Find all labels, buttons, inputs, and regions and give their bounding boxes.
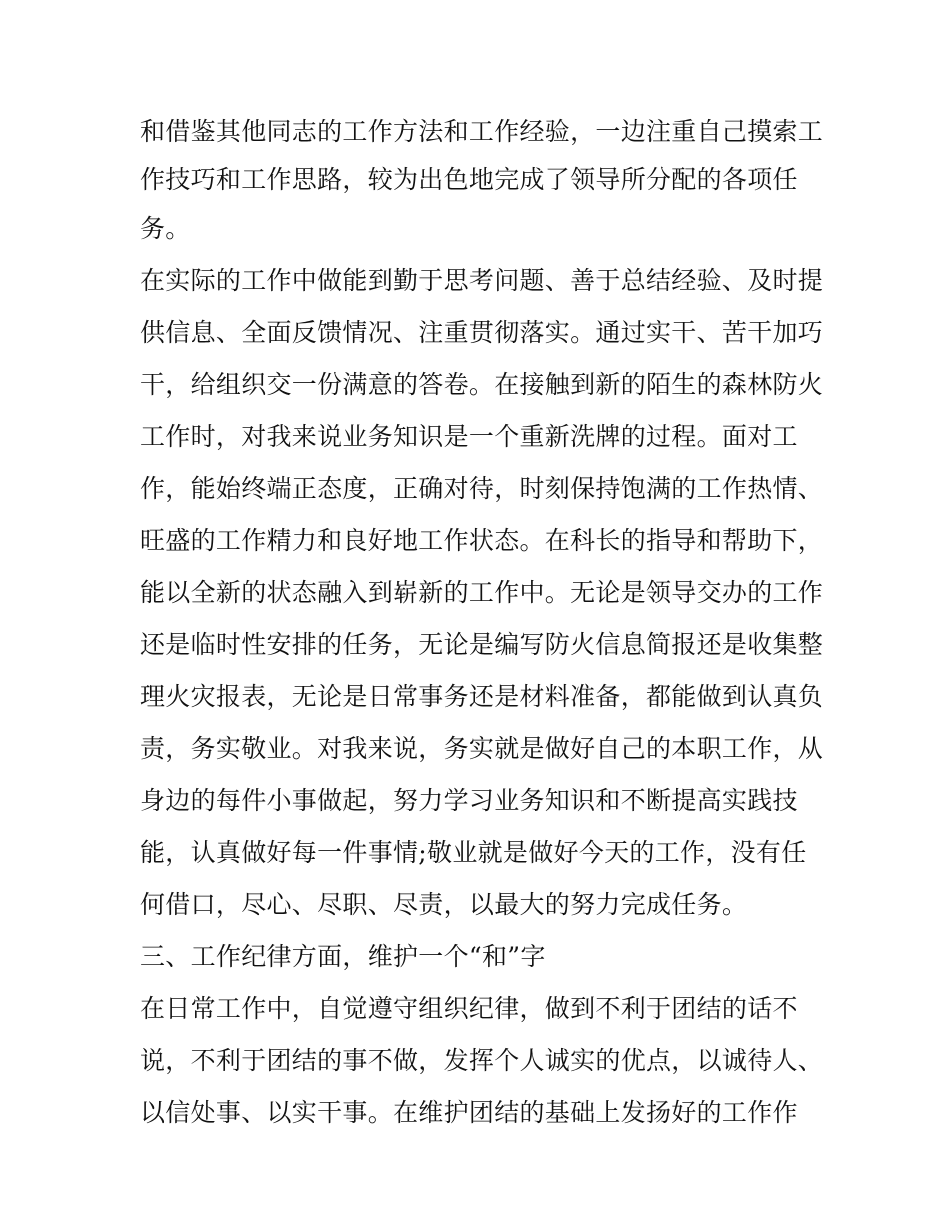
text-line: 责，务实敬业。对我来说，务实就是做好自己的本职工作，从: [140, 734, 824, 763]
text-line: 说，不利于团结的事不做，发挥个人诚实的优点，以诚待人、: [140, 1046, 824, 1075]
text-line: 还是临时性安排的任务，无论是编写防火信息简报还是收集整: [140, 630, 824, 659]
text-line: 干，给组织交一份满意的答卷。在接触到新的陌生的森林防火: [140, 370, 824, 399]
text-line: 务。: [140, 214, 191, 243]
text-line: 以信处事、以实干事。在维护团结的基础上发扬好的工作作: [140, 1098, 798, 1127]
text-line: 身边的每件小事做起，努力学习业务知识和不断提高实践技: [140, 786, 798, 815]
text-line: 理火灾报表，无论是日常事务还是材料准备，都能做到认真负: [140, 682, 824, 711]
text-line: 旺盛的工作精力和良好地工作状态。在科长的指导和帮助下，: [140, 526, 824, 555]
text-line: 工作时，对我来说业务知识是一个重新洗牌的过程。面对工: [140, 422, 798, 451]
text-line: 和借鉴其他同志的工作方法和工作经验，一边注重自己摸索工: [140, 117, 824, 146]
text-line: 作技巧和工作思路，较为出色地完成了领导所分配的各项任: [140, 165, 798, 194]
text-line: 在实际的工作中做能到勤于思考问题、善于总结经验、及时提: [140, 266, 824, 295]
section-heading: 三、工作纪律方面，维护一个“和”字: [140, 942, 546, 971]
text-line: 能，认真做好每一件事情;敬业就是做好今天的工作，没有任: [140, 838, 807, 867]
text-line: 在日常工作中，自觉遵守组织纪律，做到不利于团结的话不: [140, 994, 798, 1023]
text-line: 能以全新的状态融入到崭新的工作中。无论是领导交办的工作: [140, 578, 824, 607]
text-line: 供信息、全面反馈情况、注重贯彻落实。通过实干、苦干加巧: [140, 318, 824, 347]
text-line: 何借口，尽心、尽职、尽责，以最大的努力完成任务。: [140, 890, 748, 919]
text-line: 作，能始终端正态度，正确对待，时刻保持饱满的工作热情、: [140, 474, 824, 503]
